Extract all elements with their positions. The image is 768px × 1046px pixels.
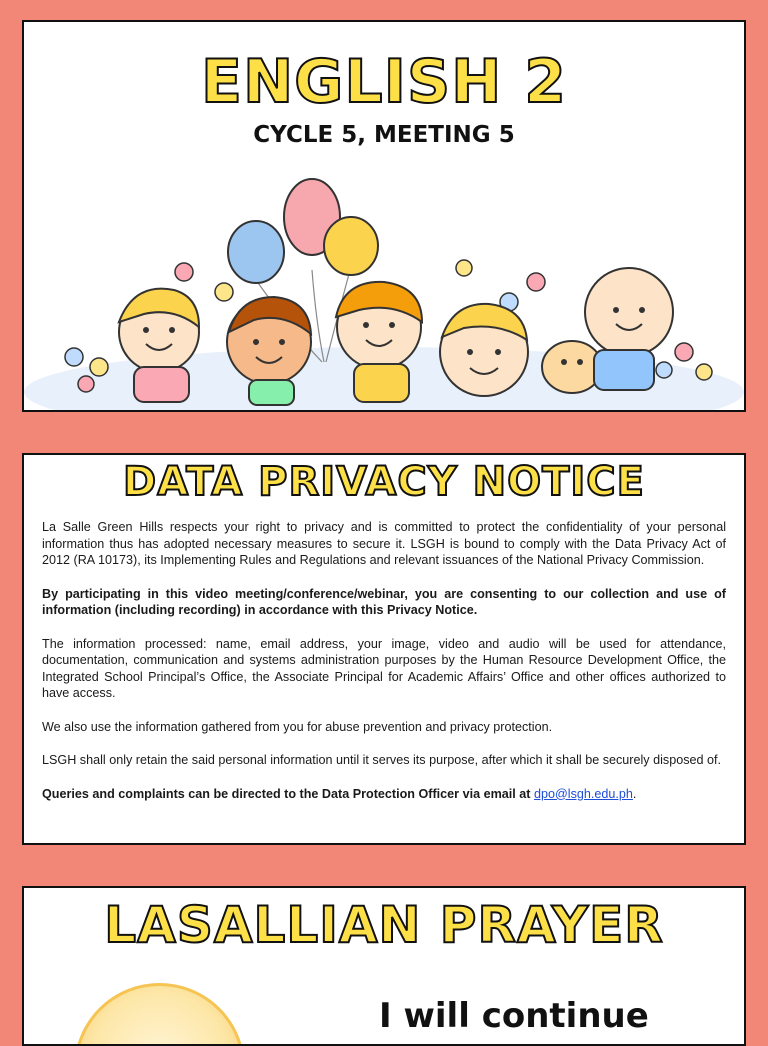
consent-paragraph: By participating in this video meeting/conference/webinar, you are consenting to our collection and use of information (including recording) in accordance with this Privacy Notice. xyxy=(42,586,726,617)
yellow-balloon xyxy=(324,217,378,275)
notice-paragraph: LSGH shall only retain the said personal information until it serves its purpose, after which it shall be securely disposed of. xyxy=(42,753,722,767)
title-slide xyxy=(22,20,746,412)
children-balloons-illustration xyxy=(24,162,744,412)
prayer-slide xyxy=(22,886,746,1046)
contact-text: Queries and complaints can be directed to the Data Protection Officer via email at xyxy=(42,786,534,801)
dpo-email-link[interactable]: dpo@lsgh.edu.ph xyxy=(534,786,633,801)
portrait-image xyxy=(74,983,245,1046)
slide-title: ENGLISH 2 xyxy=(200,47,568,117)
privacy-notice-slide xyxy=(22,453,746,845)
slide-subtitle: CYCLE 5, MEETING 5 xyxy=(253,122,515,148)
notice-paragraph: The information processed: name, email address, your image, video and audio will be used for attendance, documentation, communication and systems administration purposes by the Human Resource Development Office, the Integrated School Principal’s Office, the Associate Principal for Academic Affairs’ Office and other offices authorized to have access. xyxy=(42,636,726,700)
slide-title: DATA PRIVACY NOTICE xyxy=(123,459,645,505)
slide-title: LASALLIAN PRAYER xyxy=(104,896,664,954)
notice-paragraph: We also use the information gathered from you for abuse prevention and privacy protection. xyxy=(42,719,553,734)
notice-paragraph: La Salle Green Hills respects your right to privacy and is committed to protect the confidentiality of your personal information thus has adopted necessary measures to secure it. LSGH is bound to comply with the Data Privacy Act of 2012 (RA 10173), its Implementing Rules and Regulations and relevant issuances of the National Privacy Commission. xyxy=(42,520,726,567)
child-face xyxy=(585,268,673,356)
privacy-notice-body xyxy=(42,519,726,819)
contact-end: . xyxy=(632,786,637,801)
blue-balloon xyxy=(228,221,284,283)
prayer-text: I will continue xyxy=(379,996,649,1036)
contact-paragraph xyxy=(42,786,726,803)
